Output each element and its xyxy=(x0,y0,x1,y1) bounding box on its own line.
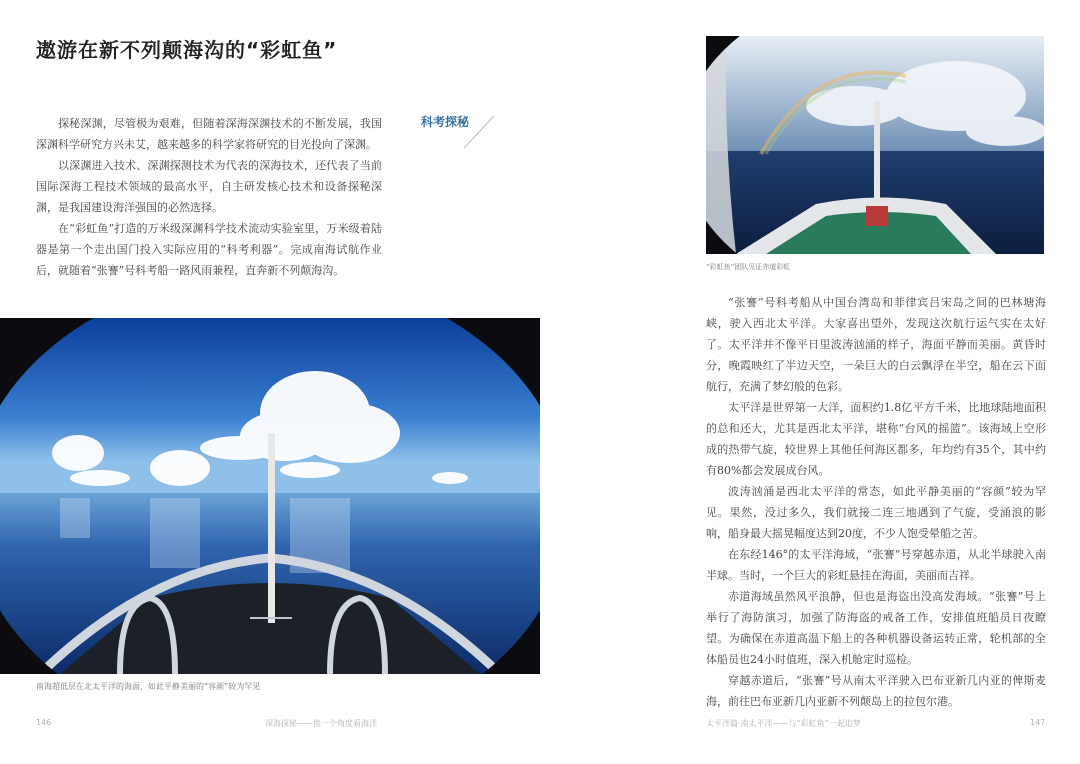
right-photo-caption: “彩虹鱼”团队见证赤道彩虹 xyxy=(706,263,791,271)
page-number: 147 xyxy=(1030,718,1046,727)
right-body-text xyxy=(706,292,1046,712)
running-footer: 深海探秘——换一个角度看海洋 xyxy=(265,719,377,728)
paragraph: 赤道海域虽然风平浪静，但也是海盗出没高发海域。“张謇”号上举行了海防演习，加强了防海盗的戒备工作，安排值班船员日夜瞭望。为确保在赤道高温下船上的各种机器设备运转正常，轮机部的全体船员也24小时值班，深入机舱定时巡检。 xyxy=(706,590,1046,666)
right-page xyxy=(540,0,1080,764)
left-photo-caption: 南海超低层在北太平洋的海面，如此平静美丽的“容颜”较为罕见 xyxy=(36,682,261,691)
left-body-text xyxy=(36,113,382,281)
rainbow-over-ship-photo xyxy=(706,36,1044,254)
page-number: 146 xyxy=(36,718,52,727)
paragraph: “张謇”号科考船从中国台湾岛和菲律宾吕宋岛之间的巴林塘海峡，驶入西北太平洋。大家喜出望外，发现这次航行运气实在太好了。太平洋并不像平日里波涛汹涌的样子，海面平静而美丽。黄昏时分，晚霞映红了半边天空，一朵巨大的白云飘浮在半空，船在云下面航行，充满了梦幻般的色彩。 xyxy=(706,296,1046,393)
running-footer: 太平洋篇·南太平洋——与“彩虹鱼”一起追梦 xyxy=(706,719,861,728)
paragraph: 以深渊进入技术、深渊探测技术为代表的深海技术，还代表了当前国际深海工程技术领域的最高水平，自主研发核心技术和设备探秘深渊，是我国建设海洋强国的必然选择。 xyxy=(36,159,382,214)
paragraph: 太平洋是世界第一大洋，面积约1.8亿平方千米，比地球陆地面积的总和还大，尤其是西北太平洋，堪称“台风的摇篮”。该海域上空形成的热带气旋，较世界上其他任何海区都多，年均约有35个，其中约有80%都会发展成台风。 xyxy=(706,401,1046,477)
paragraph: 在东经146°的太平洋海域，“张謇”号穿越赤道，从北半球驶入南半球。当时，一个巨大的彩虹悬挂在海面，美丽而吉祥。 xyxy=(706,548,1046,582)
article-title: 遨游在新不列颠海沟的“彩虹鱼” xyxy=(36,38,338,62)
paragraph: 探秘深渊，尽管极为艰难，但随着深海深渊技术的不断发展，我国深渊科学研究方兴未艾，越来越多的科学家将研究的目光投向了深渊。 xyxy=(36,117,382,151)
paragraph: 波涛汹涌是西北太平洋的常态，如此平静美丽的“容颜”较为罕见。果然，没过多久，我们就接二连三地遇到了气旋，受涌浪的影响，船身最大摇晃幅度达到20度，不少人饱受晕船之苦。 xyxy=(706,485,1046,540)
paragraph: 在“彩虹鱼”打造的万米级深渊科学技术流动实验室里，万米级着陆器是第一个走出国门投入实际应用的“科考利器”。完成南海试航作业后，就随着“张謇”号科考船一路风雨兼程，直奔新不列颠海沟。 xyxy=(36,222,382,277)
paragraph: 穿越赤道后，“张謇”号从南太平洋驶入巴布亚新几内亚的俾斯麦海，前往巴布亚新几内亚新不列颠岛上的拉包尔港。 xyxy=(706,674,1046,708)
section-tag-slash xyxy=(462,114,496,150)
ship-bow-ocean-photo xyxy=(0,318,540,674)
section-tag: 科考探秘 xyxy=(421,115,470,129)
